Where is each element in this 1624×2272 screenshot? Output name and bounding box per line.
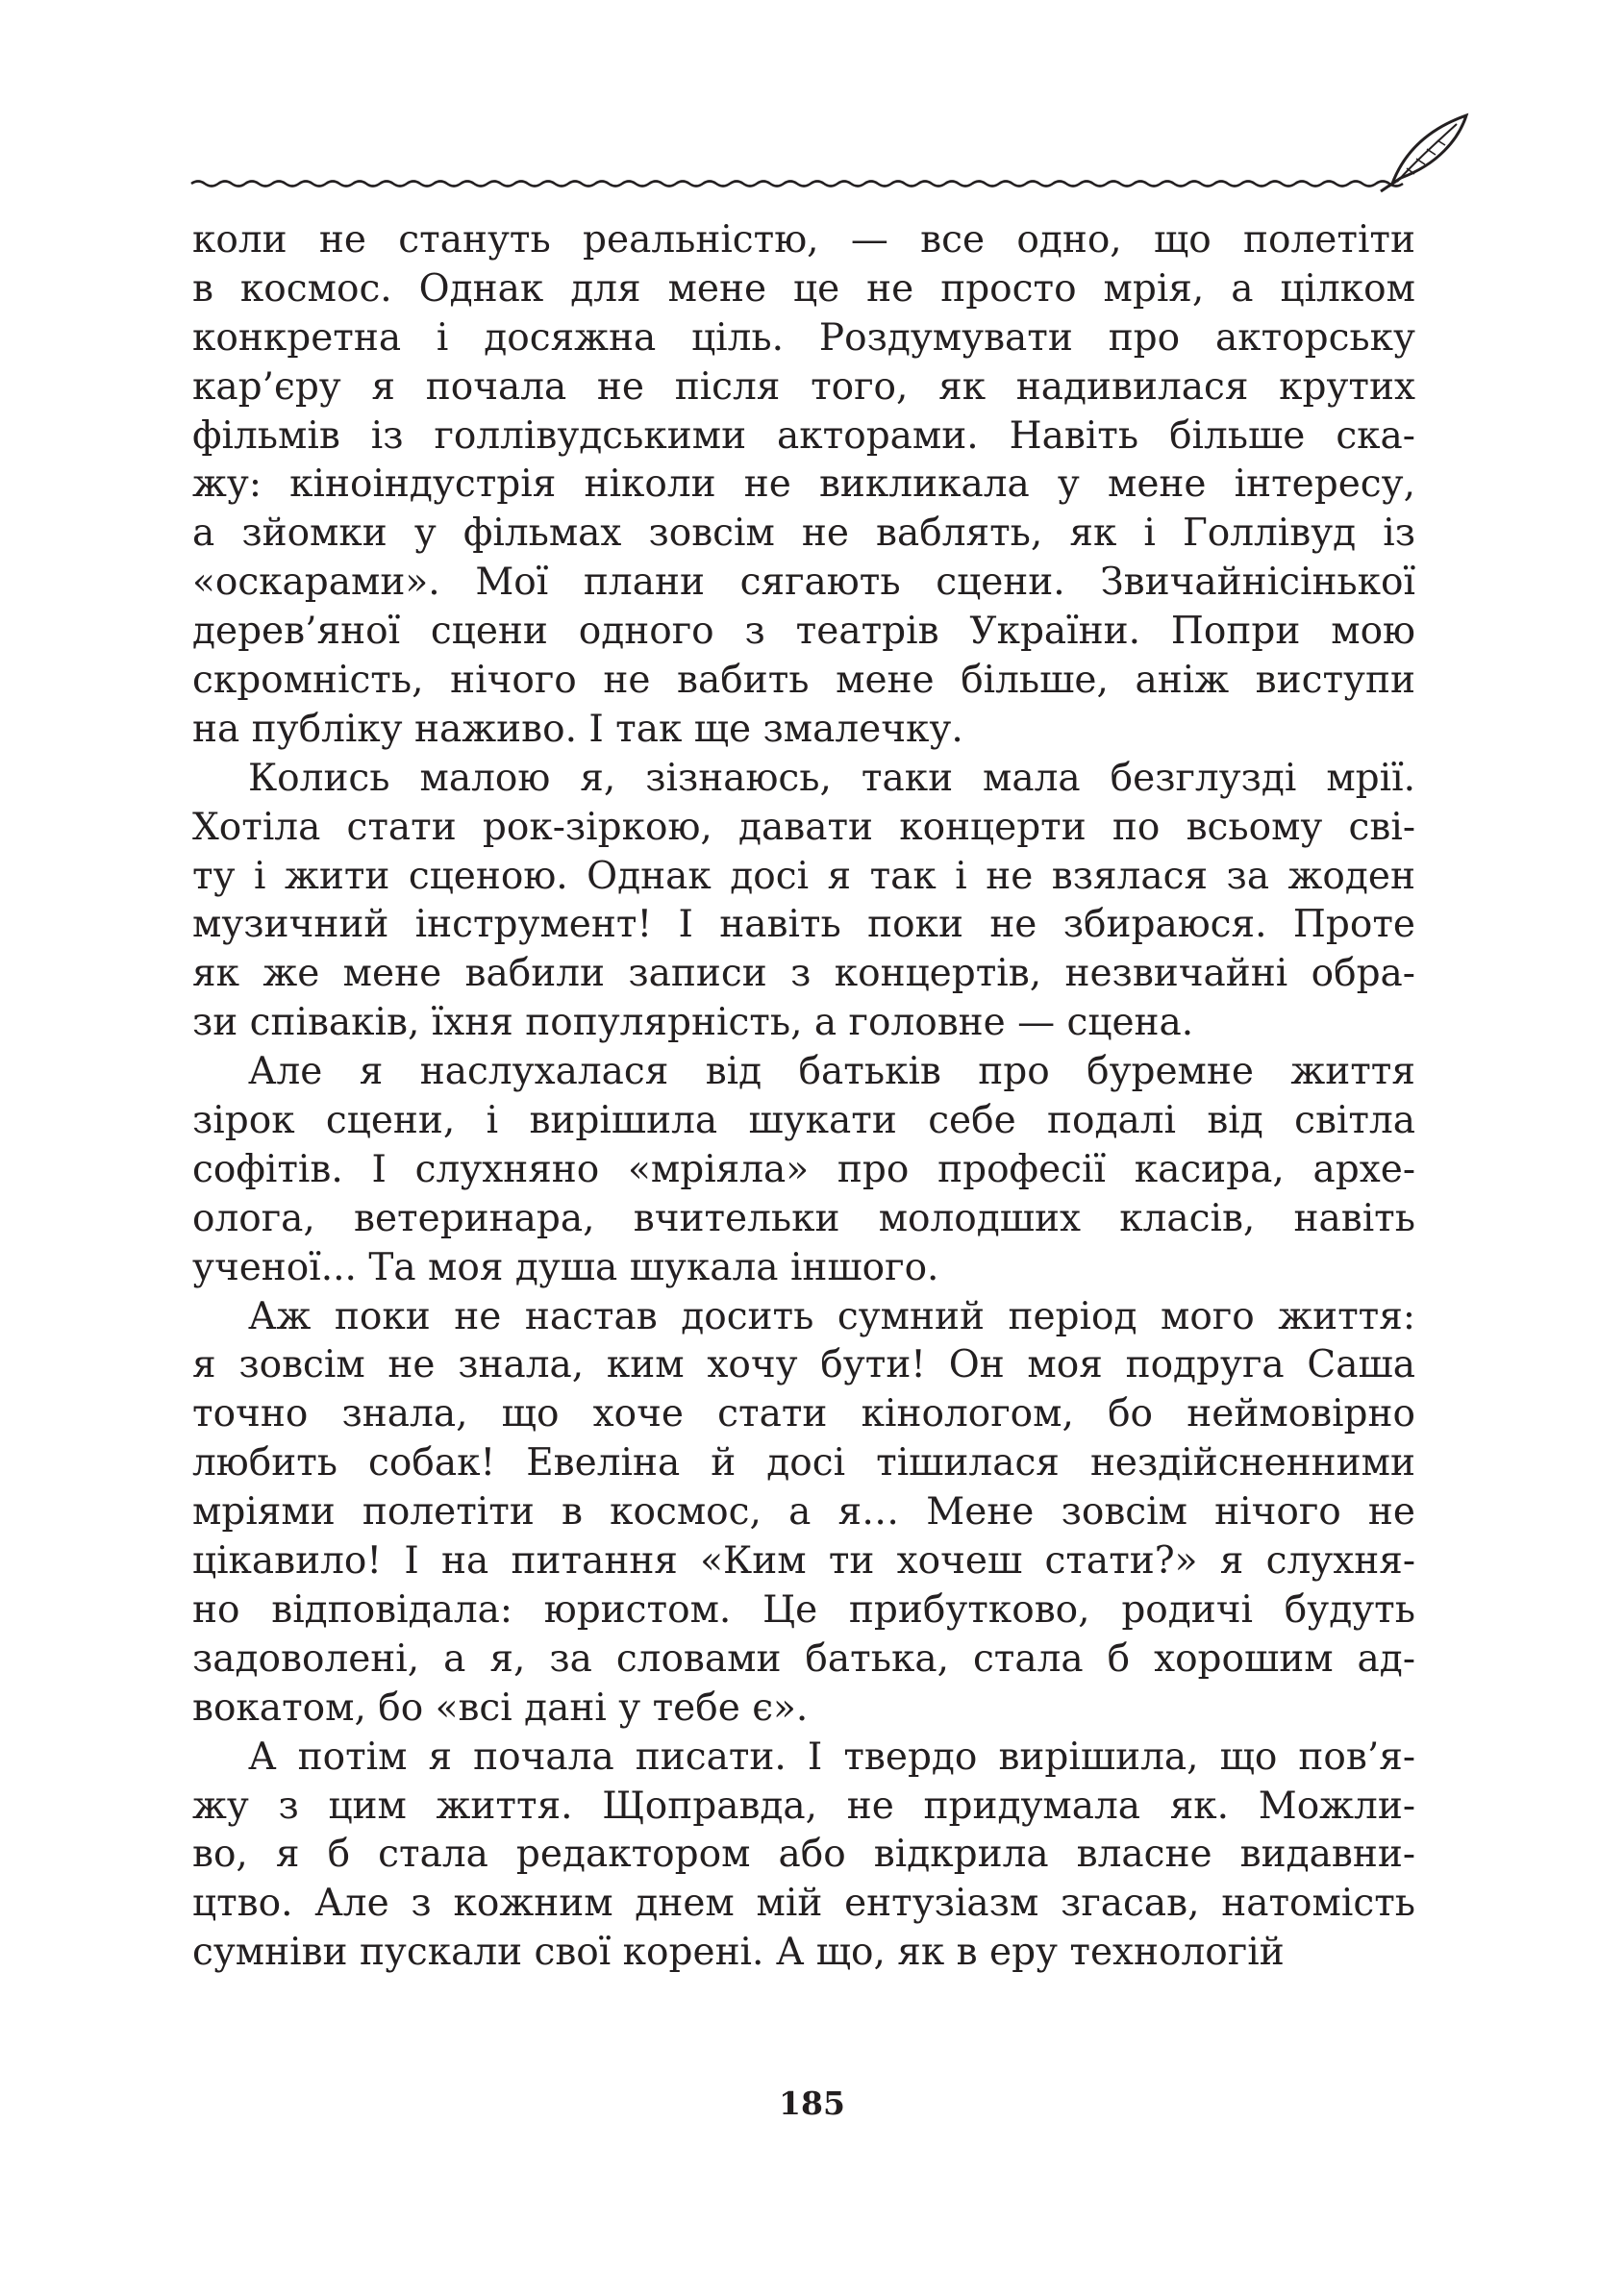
text-line: точно знала, що хоче стати кінологом, бо неймовірно bbox=[192, 1392, 1415, 1436]
wavy-line bbox=[191, 182, 1403, 187]
text-line: фільмів із голлівудськими акторами. Навіть більше ска- bbox=[192, 413, 1415, 458]
quill-feather-icon bbox=[1381, 115, 1466, 191]
text-line: но відповідала: юристом. Це прибутково, родичі будуть bbox=[192, 1587, 1415, 1632]
text-line: я зовсім не знала, ким хочу бути! Он моя подруга Саша bbox=[192, 1343, 1415, 1387]
text-line: музичний інструмент! І навіть поки не збираюся. Проте bbox=[192, 903, 1415, 947]
text-line: сумніви пускали свої корені. А що, як в еру технологій bbox=[192, 1931, 1285, 1975]
text-line: любить собак! Евеліна й досі тішилася нездійсненними bbox=[192, 1441, 1415, 1486]
text-line: жу з цим життя. Щоправда, не придумала як. Можли- bbox=[192, 1784, 1415, 1828]
body-text bbox=[192, 216, 1415, 1978]
text-line: зірок сцени, і вирішила шукати себе подалі від світла bbox=[192, 1099, 1415, 1143]
text-line: дерев’яної сцени одного з театрів України. Попри мою bbox=[192, 610, 1415, 654]
paragraph bbox=[192, 1293, 1415, 1734]
text-line: Колись малою я, зізнаюсь, таки мала безглузді мрії. bbox=[248, 756, 1415, 800]
text-line: Хотіла стати рок-зіркою, давати концерти по всьому сві- bbox=[192, 805, 1415, 849]
text-line: во, я б стала редактором або відкрила власне видавни- bbox=[192, 1833, 1415, 1877]
text-line: А потім я почала писати. І твердо вирішила, що пов’я- bbox=[248, 1735, 1415, 1779]
page-number: 185 bbox=[779, 2085, 845, 2122]
text-line: кар’єру я почала не після того, як надивилася крутих bbox=[192, 364, 1415, 409]
text-line: коли не стануть реальністю, — все одно, що полетіти bbox=[192, 218, 1415, 262]
text-line: Але я наслухалася від батьків про буремне життя bbox=[248, 1050, 1415, 1094]
text-line: вокатом, бо «всі дані у тебе є». bbox=[192, 1685, 809, 1730]
text-line: на публіку наживо. І так ще змалечку. bbox=[192, 707, 963, 751]
text-line: конкретна і досяжна ціль. Роздумувати про акторську bbox=[192, 315, 1415, 360]
text-line: софітів. І слухняно «мріяла» про професії касира, архе- bbox=[192, 1147, 1415, 1191]
text-line: ту і жити сценою. Однак досі я так і не взялася за жоден bbox=[192, 854, 1415, 898]
text-line: ученої... Та моя душа шукала іншого. bbox=[192, 1245, 939, 1289]
text-line: а зйомки у фільмах зовсім не ваблять, як і Голлівуд із bbox=[192, 512, 1415, 556]
text-line: жу: кіноіндустрія ніколи не викликала у мене інтересу, bbox=[192, 462, 1415, 507]
text-line: мріями полетіти в космос, а я… Мене зовсім нічого не bbox=[192, 1490, 1415, 1535]
text-line: цікавило! І на питання «Ким ти хочеш стати?» я слухня- bbox=[192, 1539, 1415, 1584]
text-line: зи співаків, їхня популярність, а головне — сцена. bbox=[192, 1001, 1194, 1045]
text-line: Аж поки не настав досить сумний період мого життя: bbox=[248, 1294, 1415, 1338]
text-line: «оскарами». Мої плани сягають сцени. Звичайнісінької bbox=[192, 561, 1415, 605]
paragraph bbox=[192, 755, 1415, 1048]
text-line: цтво. Але з кожним днем мій ентузіазм згасав, натомість bbox=[192, 1882, 1415, 1926]
text-line: як же мене вабили записи з концертів, незвичайні обра- bbox=[192, 952, 1415, 996]
paragraph bbox=[192, 1734, 1415, 1978]
text-line: скромність, нічого не вабить мене більше, аніж виступи bbox=[192, 659, 1415, 703]
paragraph bbox=[192, 216, 1415, 755]
text-line: в космос. Однак для мене це не просто мрія, а цілком bbox=[192, 266, 1415, 311]
paragraph bbox=[192, 1048, 1415, 1292]
text-line: олога, ветеринара, вчительки молодших класів, навіть bbox=[192, 1196, 1415, 1240]
header-ornament bbox=[187, 111, 1476, 197]
text-line: задоволені, а я, за словами батька, стала б хорошим ад- bbox=[192, 1636, 1415, 1681]
